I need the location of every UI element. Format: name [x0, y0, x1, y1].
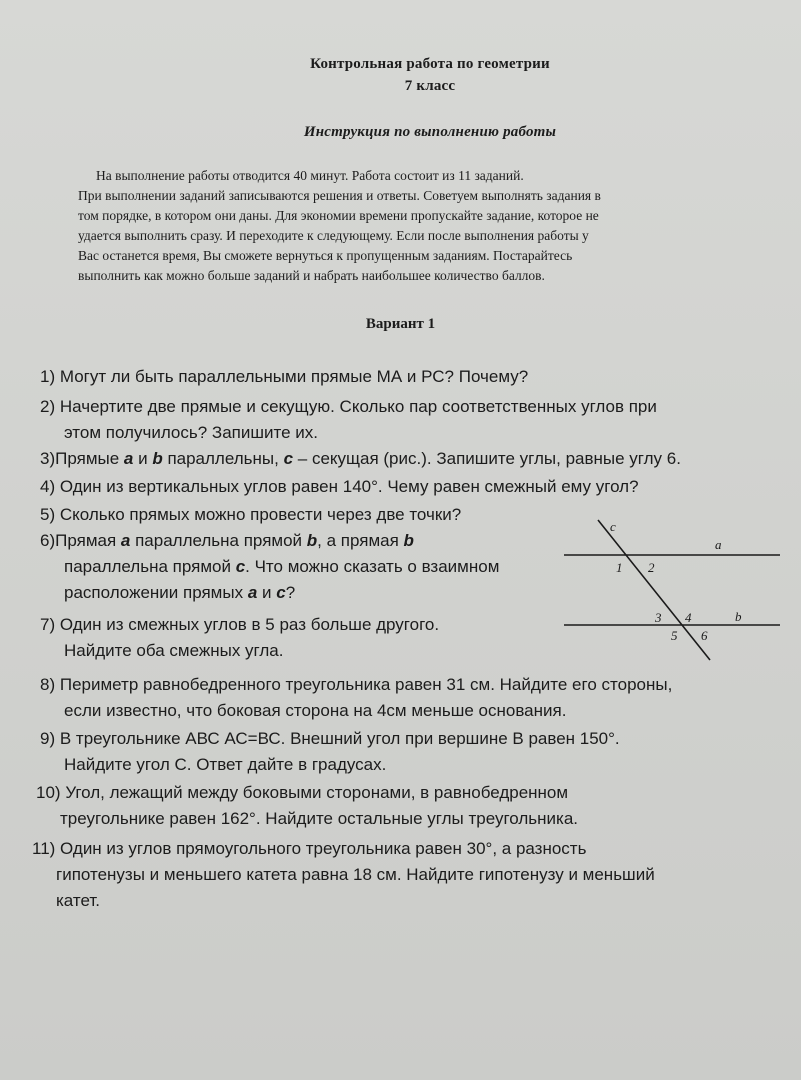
task-number: 6): [40, 531, 56, 550]
task-8: [40, 672, 672, 724]
task-number: 9): [40, 729, 56, 748]
instruction-line: При выполнении заданий записываются решения и ответы. Советуем выполнять задания в: [78, 188, 601, 203]
variant-heading: Вариант 1: [365, 316, 436, 332]
task-text-continued: треугольнике равен 162°. Найдите остальные углы треугольника.: [60, 809, 579, 828]
label-a: a: [715, 537, 722, 552]
var-c: c: [283, 449, 294, 468]
task-number: 8): [40, 675, 56, 694]
var-a: a: [123, 449, 134, 468]
task-text: В треугольнике АВС АС=ВС. Внешний угол при вершине В равен 150°.: [59, 729, 620, 748]
var-a: a: [120, 531, 131, 550]
task-9: [40, 726, 620, 778]
task-6: [40, 528, 499, 606]
line-c: [598, 520, 710, 660]
task-text: Прямые: [55, 449, 124, 468]
task-5: [40, 502, 461, 528]
instructions-block: [78, 166, 778, 286]
task-number: 7): [40, 615, 56, 634]
angle-6-label: 6: [701, 628, 708, 643]
grade-label: 7 класс: [404, 78, 456, 94]
label-c: c: [610, 519, 616, 534]
task-10: [36, 780, 578, 832]
var-c: c: [276, 583, 286, 602]
task-text: Угол, лежащий между боковыми сторонами, в равнобедренном: [65, 783, 569, 802]
task-text: Прямая: [55, 531, 121, 550]
angle-5-label: 5: [671, 628, 678, 643]
var-b: b: [403, 531, 414, 550]
var-b: b: [152, 449, 163, 468]
task-number: 2): [40, 397, 56, 416]
instruction-line: На выполнение работы отводится 40 минут. Работа состоит из 11 заданий.: [96, 168, 524, 183]
var-c: c: [235, 557, 246, 576]
angle-3-label: 3: [655, 610, 662, 625]
task-11: [32, 836, 655, 914]
task-1: [40, 364, 528, 390]
angle-1-label: 1: [616, 560, 623, 575]
task-3: [40, 446, 681, 472]
label-b: b: [735, 609, 742, 624]
task-4: [40, 474, 639, 500]
task-text: Сколько прямых можно провести через две точки?: [59, 505, 462, 524]
task-text-continued: катет.: [56, 891, 101, 910]
task-text: Один из смежных углов в 5 раз больше другого.: [59, 615, 440, 634]
task-number: 11): [32, 839, 56, 858]
task-text: расположении прямых: [64, 583, 248, 602]
task-text: и: [133, 449, 153, 468]
task-text-continued: Найдите оба смежных угла.: [64, 641, 284, 660]
task-number: 4): [40, 477, 56, 496]
task-text-continued: если известно, что боковая сторона на 4см меньше основания.: [64, 701, 567, 720]
instruction-title: Инструкция по выполнению работы: [303, 124, 557, 140]
angle-2-label: 2: [648, 560, 655, 575]
task-text-continued: Найдите угол С. Ответ дайте в градусах.: [64, 755, 387, 774]
task-number: 10): [36, 783, 61, 802]
task-text: . Что можно сказать о взаимном: [245, 557, 500, 576]
task-text: Один из вертикальных углов равен 140°. Чему равен смежный ему угол?: [59, 477, 639, 496]
task-number: 1): [40, 367, 56, 386]
task-text-continued: гипотенузы и меньшего катета равна 18 см. Найдите гипотенузу и меньший: [56, 865, 655, 884]
task-text: Могут ли быть параллельными прямые МА и РС? Почему?: [59, 367, 529, 386]
task-text: – секущая (рис.). Запишите углы, равные углу 6.: [293, 449, 681, 468]
instruction-line: Вас останется время, Вы сможете вернуться к пропущенным заданиям. Постарайтесь: [78, 248, 573, 263]
instruction-line: удается выполнить сразу. И переходите к следующему. Если после выполнения работы у: [78, 228, 589, 243]
parallel-lines-figure: [560, 515, 780, 665]
task-text: параллельна прямой: [130, 531, 307, 550]
page-title: Контрольная работа по геометрии: [310, 56, 550, 72]
task-text: Начертите две прямые и секущую. Сколько пар соответственных углов при: [59, 397, 657, 416]
task-2: [40, 394, 657, 446]
instruction-line: том порядке, в котором они даны. Для экономии времени пропускайте задание, которое не: [78, 208, 599, 223]
instruction-line: выполнить как можно больше заданий и набрать наибольшее количество баллов.: [78, 268, 545, 283]
var-b: b: [306, 531, 318, 550]
task-number: 5): [40, 505, 56, 524]
task-text: ?: [285, 583, 296, 602]
task-7: [40, 612, 439, 664]
task-text: Один из углов прямоугольного треугольника равен 30°, а разность: [60, 839, 587, 858]
task-text: , а прямая: [317, 531, 404, 550]
angle-4-label: 4: [685, 610, 692, 625]
task-text: параллельна прямой: [64, 557, 236, 576]
task-text-continued: этом получилось? Запишите их.: [64, 423, 318, 442]
task-text: параллельны,: [162, 449, 284, 468]
task-text: Периметр равнобедренного треугольника равен 31 см. Найдите его стороны,: [59, 675, 673, 694]
task-text: и: [257, 583, 277, 602]
var-a: a: [247, 583, 258, 602]
task-number: 3): [40, 449, 56, 468]
